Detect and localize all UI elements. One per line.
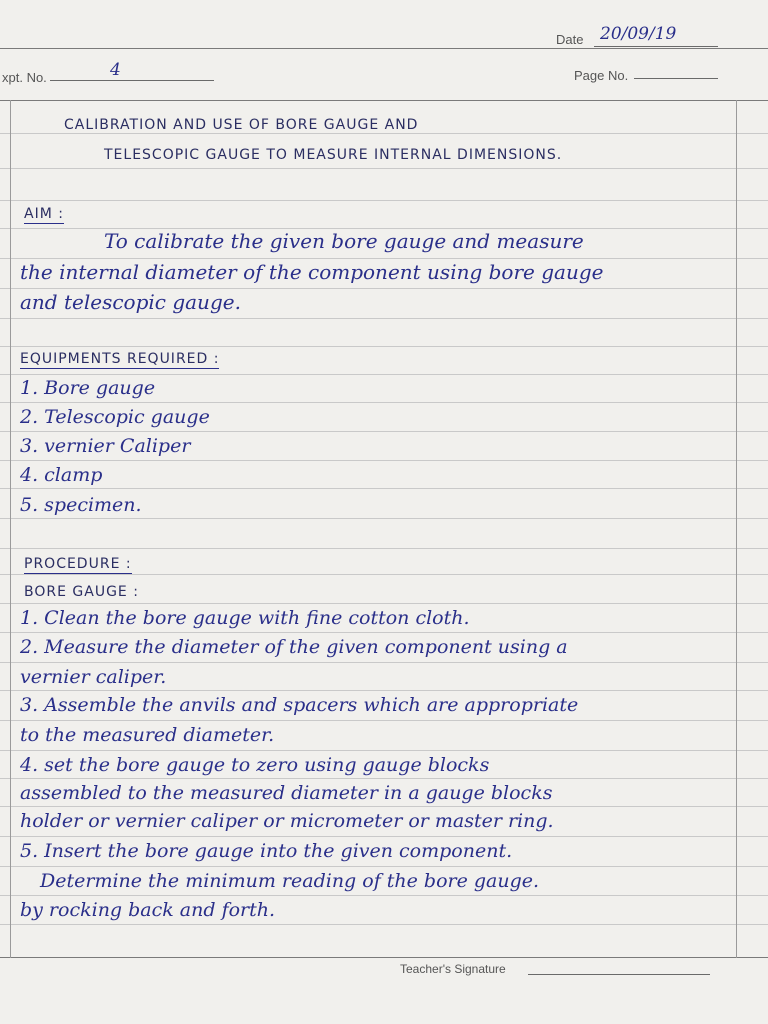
procedure-line-3: vernier caliper. [20,666,167,688]
equipment-item-2: 2. Telescopic gauge [20,406,210,428]
aim-line-3: and telescopic gauge. [20,290,241,314]
procedure-line-9: 5. Insert the bore gauge into the given component. [20,840,513,862]
equipment-item-3: 3. vernier Caliper [20,435,191,457]
signature-fill-line [528,974,710,975]
footer-rule [0,957,768,958]
left-margin-line [10,100,11,958]
procedure-line-10: Determine the minimum reading of the bore gauge. [40,870,540,892]
expt-no-label: xpt. No. [2,70,47,85]
equipment-item-4: 4. clamp [20,464,103,486]
page-no-fill-line [634,78,718,79]
date-label: Date [556,32,584,47]
date-fill-line [594,46,718,47]
procedure-heading: PROCEDURE : [24,556,132,572]
title-line-1: CALIBRATION AND USE OF BORE GAUGE AND [64,117,419,133]
header-rule [0,100,768,101]
procedure-line-4: 3. Assemble the anvils and spacers which are appropriate [20,694,579,716]
date-value: 20/09/19 [600,24,677,44]
procedure-line-6: 4. set the bore gauge to zero using gauge blocks [20,754,490,776]
procedure-line-1: 1. Clean the bore gauge with fine cotton cloth. [20,607,470,629]
aim-line-1: To calibrate the given bore gauge and measure [104,229,584,253]
expt-no-value: 4 [110,60,121,80]
top-rule [0,48,768,49]
procedure-line-11: by rocking back and forth. [20,899,276,921]
procedure-line-7: assembled to the measured diameter in a gauge blocks [20,782,553,804]
procedure-line-2: 2. Measure the diameter of the given component using a [20,636,568,658]
page-no-label: Page No. [574,68,629,83]
equipment-item-1: 1. Bore gauge [20,377,156,399]
teachers-signature-label: Teacher's Signature [400,962,506,976]
bore-gauge-subheading: BORE GAUGE : [24,584,139,600]
right-margin-line [736,100,737,958]
aim-line-2: the internal diameter of the component using bore gauge [20,260,604,284]
aim-heading: AIM : [24,206,64,222]
title-line-2: TELESCOPIC GAUGE TO MEASURE INTERNAL DIMENSIONS. [104,147,563,163]
equipments-heading: EQUIPMENTS REQUIRED : [20,351,220,367]
expt-no-fill-line [50,80,214,81]
procedure-line-5: to the measured diameter. [20,724,275,746]
procedure-line-8: holder or vernier caliper or micrometer or master ring. [20,810,554,832]
equipment-item-5: 5. specimen. [20,494,142,516]
